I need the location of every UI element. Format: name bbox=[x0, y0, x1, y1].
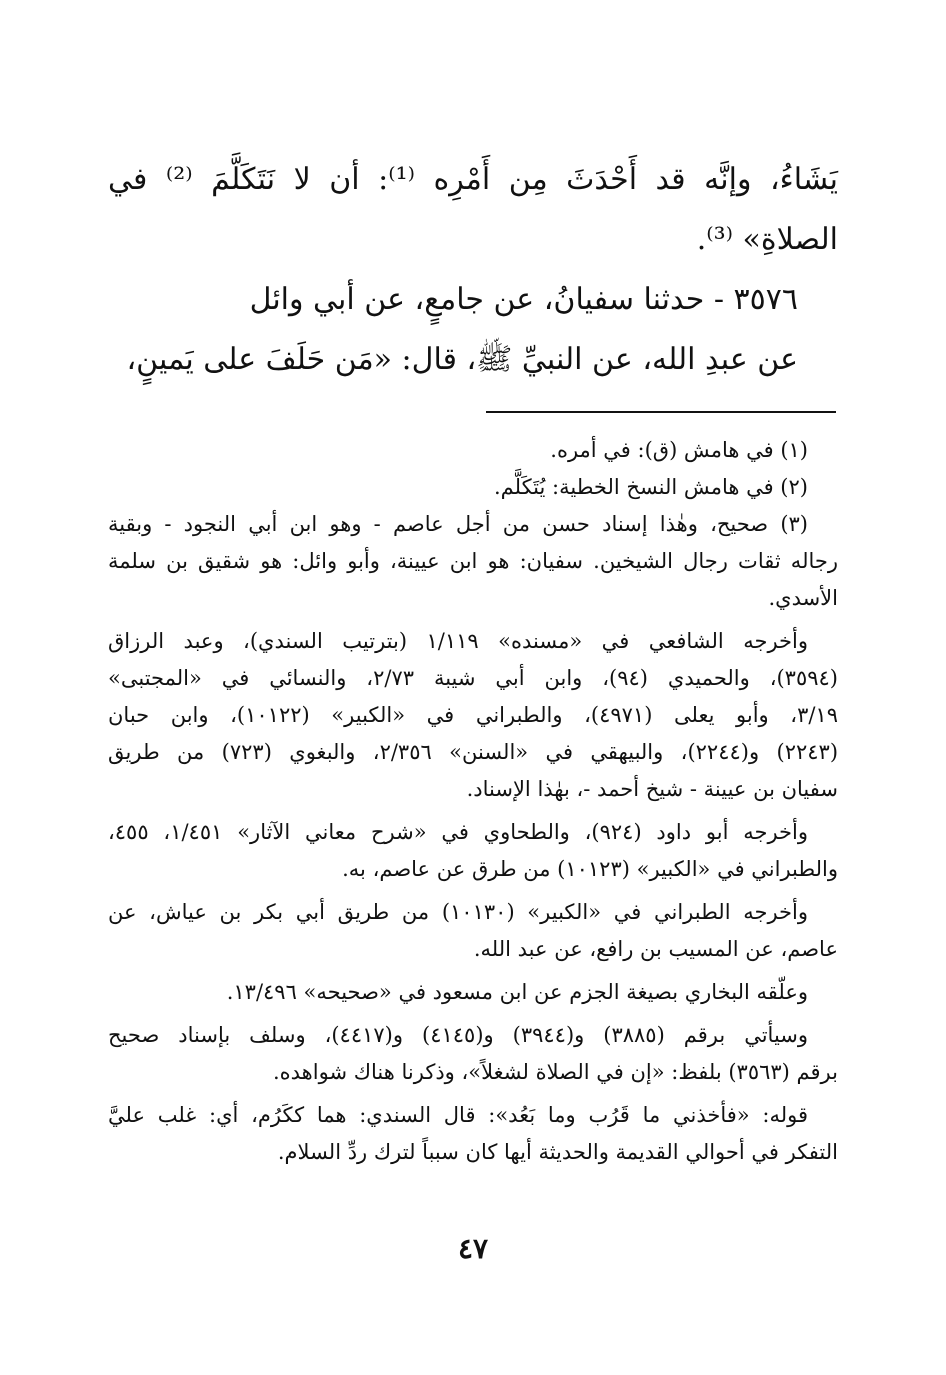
footnote-line: (٢٢٤٣) و(٢٢٤٤)، والبيهقي في «السنن» ٢/٣٥٦، والبغوي (٧٢٣) من طريق bbox=[108, 740, 839, 764]
footnote-line: والطبراني في «الكبير» (١٠١٢٣) من طرق عن عاصم، به. bbox=[342, 857, 838, 881]
footnotes bbox=[108, 432, 838, 1171]
footnote-line: برقم (٣٥٦٣) بلفظ: «إن في الصلاة لشغلاً»، وذكرنا هناك شواهده. bbox=[272, 1060, 838, 1084]
footnote-2: (٢) في هامش النسخ الخطية: يُتَكَلَّم. bbox=[493, 475, 808, 499]
footnote-line: وسيأتي برقم (٣٨٨٥) و(٣٩٤٤) و(٤١٤٥) و(٤٤١٧)، وسلف بإسناد صحيح bbox=[108, 1023, 809, 1047]
main-text bbox=[108, 150, 838, 390]
footnote-separator bbox=[486, 411, 836, 413]
footnote-line: سفيان بن عيينة - شيخ أحمد -، بهٰذا الإسناد. bbox=[466, 777, 838, 801]
footnote-line: التفكر في أحوالي القديمة والحديثة أيها كان سبباً لترك ردِّ السلام. bbox=[277, 1140, 838, 1164]
footnote-line: وأخرجه الطبراني في «الكبير» (١٠١٣٠) من طريق أبي بكر بن عياش، عن bbox=[108, 900, 808, 924]
footnote-line: الأسدي. bbox=[768, 586, 838, 610]
main-line-1: يَشَاءُ، وإنَّه قد أَحْدَثَ مِن أَمْرِه ⁽¹⁾: أن لا نَتَكَلَّمَ ⁽²⁾ في bbox=[108, 162, 839, 197]
footnote-line: وعلّقه البخاري بصيغة الجزم عن ابن مسعود في «صحيحه» ١٣/٤٩٦. bbox=[226, 980, 808, 1004]
footnote-1: (١) في هامش (ق): في أمره. bbox=[550, 438, 808, 462]
page-number: ٤٧ bbox=[457, 1232, 489, 1265]
footnote-line: عاصم، عن المسيب بن رافع، عن عبد الله. bbox=[473, 937, 838, 961]
main-line-4: عن عبدِ الله، عن النبيِّ ﷺ، قال: «مَن حَلَفَ على يَمينٍ، bbox=[126, 342, 798, 377]
footnote-line: وأخرجه أبو داود (٩٢٤)، والطحاوي في «شرح معاني الآثار» ١/٤٥١، ٤٥٥، bbox=[108, 820, 809, 844]
footnote-line: (٣٥٩٤)، والحميدي (٩٤)، وابن أبي شيبة ٢/٧٣، والنسائي في «المجتبى» bbox=[108, 666, 838, 690]
footnote-3: (٣) صحيح، وهٰذا إسناد حسن من أجل عاصم - وهو ابن أبي النجود - وبقية bbox=[108, 512, 808, 536]
footnote-line: وأخرجه الشافعي في «مسنده» ١/١١٩ (بترتيب السندي)، وعبد الرزاق bbox=[108, 629, 808, 653]
footnote-line: ٣/١٩، وأبو يعلى (٤٩٧١)، والطبراني في «الكبير» (١٠١٢٢)، وابن حبان bbox=[108, 703, 838, 727]
hadith-number-line: ٣٥٧٦ - حدثنا سفيانُ، عن جامعٍ، عن أبي وائل bbox=[249, 282, 798, 317]
main-line-2: الصلاةِ» ⁽³⁾. bbox=[696, 222, 838, 257]
footnote-line: قوله: «فأخذني ما قَرُب وما بَعُد»: قال السندي: هما ككَرُم، أي: غلب عليَّ bbox=[108, 1103, 808, 1127]
footnote-line: رجاله ثقات رجال الشيخين. سفيان: هو ابن عيينة، وأبو وائل: هو شقيق بن سلمة bbox=[108, 549, 838, 573]
